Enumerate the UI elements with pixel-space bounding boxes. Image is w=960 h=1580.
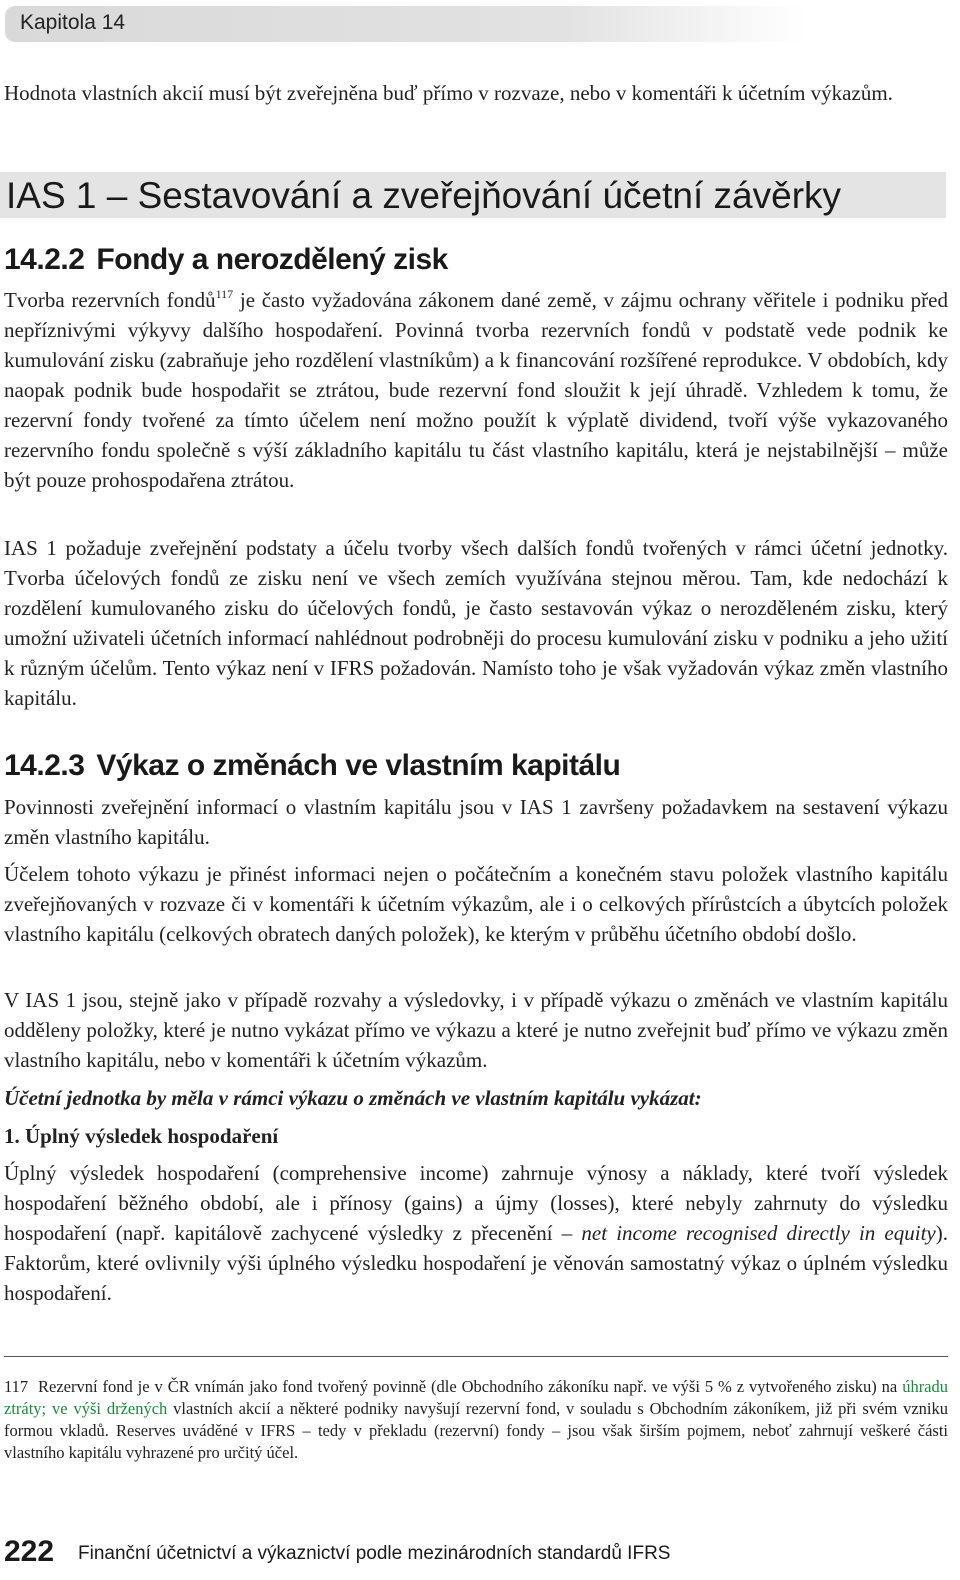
intro-paragraph: Hodnota vlastních akcií musí být zveřejněna buď přímo v rozvaze, nebo v komentáři k účetním výkazům. <box>4 81 893 105</box>
book-title: Finanční účetnictví a výkaznictví podle mezinárodních standardů IFRS <box>78 1543 671 1564</box>
paragraph-ias1-funds: IAS 1 požaduje zveřejnění podstaty a účelu tvorby všech dalších fondů tvořených v rámci účetní jednotky. Tvorba účelových fondů ze zisku není ve všech zemích využívána stejnou měrou. Tam, kde nedochází k rozdělení kumulovaného zisku do účelových fondů, je často sestavován výkaz o nerozděleném zisku, který umožní uživateli účetních informací nahlédnout podrobněji do procesu kumulování zisku v podniku a jeho užití k různým účelům. Tento výkaz není v IFRS požadován. Namísto toho je však vyžadován výkaz změn vlastního kapitálu. <box>4 536 948 710</box>
section-heading-14-2-3 <box>4 748 620 784</box>
paragraph-ias1-items: V IAS 1 jsou, stejně jako v případě rozvahy a výsledovky, i v případě výkazu o změnách ve vlastním kapitálu odděleny položky, které je nutno vykázat přímo ve výkazu a které je nutno zveřejnit buď přímo ve výkazu změn vlastního kapitálu, nebo v komentáři k účetním výkazům. <box>4 988 948 1072</box>
ias-title: IAS 1 – Sestavování a zveřejňování účetní závěrky <box>6 175 842 216</box>
footnote-ref[interactable]: 117 <box>215 287 234 301</box>
paragraph-statement-purpose: Účelem tohoto výkazu je přinést informaci nejen o počátečním a konečném stavu položek vlastního kapitálu zveřejňovaných v rozvaze či v komentáři k účetním výkazům, ale i o celkových přírůstcích a úbytcích položek vlastního kapitálu (celkových obratech daných položek), ke kterým v průběhu účetního období došlo. <box>4 862 948 946</box>
footnote-117: 117 Rezervní fond je v ČR vnímán jako fond tvořený povinně (dle Obchodního zákoníku např. ve výši 5 % z vytvořeného zisku) na úhradu ztráty; ve výši držených vlastních akcií a některé podniky navyšují rezervní fond, v souladu s Obchodním zákoníkem, již při svém vzniku formou vkladů. Reserves uváděné v IFRS – tedy v překladu (rezervní) fondy – jsou však širším pojmem, neboť zahrnují veškeré části vlastního kapitálu vyhrazené pro určitý účel. <box>4 1377 949 1462</box>
section-title: Fondy a nerozdělený zisk <box>96 243 448 276</box>
page-number: 222 <box>4 1535 55 1568</box>
paragraph-reserve-funds: Tvorba rezervních fondů$^{117}$ je často vyžadována zákonem dané země, v zájmu ochrany věřitele i podniku před nepříznivými výkyvy dalšího hospodaření. Povinná tvorba rezervních fondů v podstatě vede podnik ke kumulování zisku (zabraňuje jeho rozdělení vlastníkům) a k financování rozšířené reprodukce. V obdobích, kdy naopak podnik bude hospodařit se ztrátou, bude rezervní fond sloužit k její úhradě. Vzhledem k tomu, že rezervní fondy tvořené za tímto účelem není možno použít k výplatě dividend, tvoří výše vykazovaného rezervního fondu společně s výší základního kapitálu tu část vlastního kapitálu, která je nejstabilnější – může být pouze prohospodařena ztrátou. <box>4 287 948 492</box>
footnote-divider <box>4 1356 948 1357</box>
chapter-label: Kapitola 14 <box>20 11 126 34</box>
paragraph-comprehensive-income: Úplný výsledek hospodaření (comprehensive income) zahrnuje výnosy a náklady, které tvoří výsledek hospodaření běžného období, ale i přínosy (gains) a újmy (losses), které nebyly zahrnuty do výsledku hospodaření (např. kapitálově zachycené výsledky z přecenění – net income recognised directly in equity). Faktorům, které ovlivnily výši úplného výsledku hospodaření je věnován samostatný výkaz o úplném výsledku hospodaření. <box>4 1161 948 1305</box>
section-heading-14-2-2 <box>4 242 448 278</box>
section-number: 14.2.3 <box>4 749 85 782</box>
section-number: 14.2.2 <box>4 243 85 276</box>
lead-sentence: Účetní jednotka by měla v rámci výkazu o změnách ve vlastním kapitálu vykázat: <box>4 1086 702 1110</box>
footnote-number: 117 <box>4 1377 29 1396</box>
highlighted-text: úhradu ztráty; ve výši držených <box>4 1377 949 1418</box>
item-heading-comprehensive-income: 1. Úplný výsledek hospodaření <box>4 1124 279 1148</box>
paragraph-equity-disclosure: Povinnosti zveřejnění informací o vlastním kapitálu jsou v IAS 1 završeny požadavkem na sestavení výkazu změn vlastního kapitálu. <box>4 795 948 849</box>
section-title: Výkaz o změnách ve vlastním kapitálu <box>96 749 621 782</box>
